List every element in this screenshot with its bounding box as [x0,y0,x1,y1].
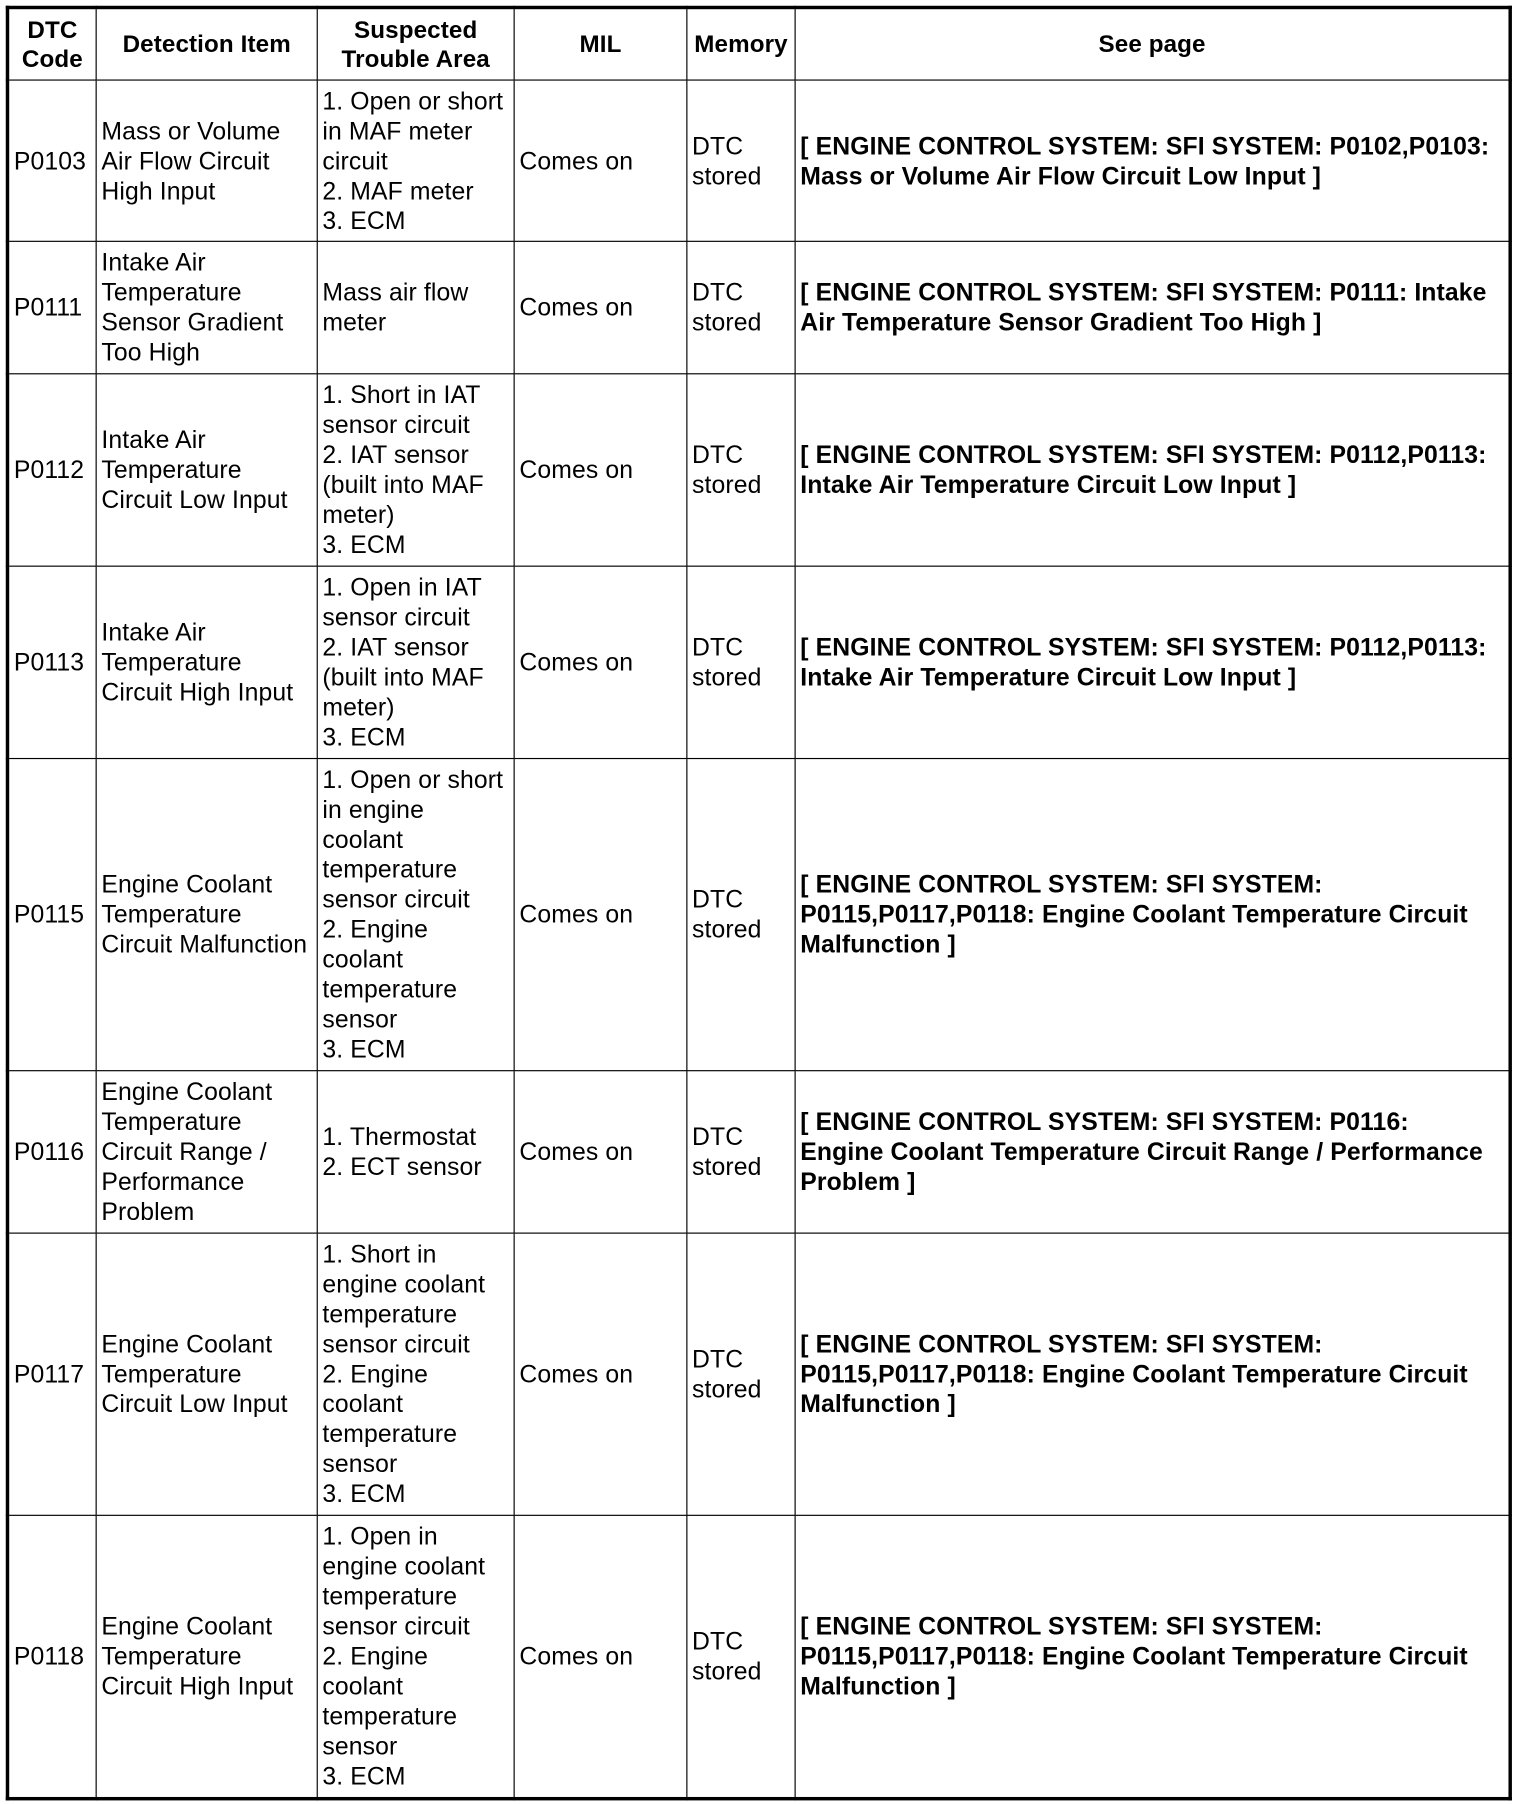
mil-cell: Comes on [514,1233,687,1515]
mil-cell: Comes on [514,759,687,1071]
dtc-code-cell: P0115 [7,759,96,1071]
dtc-code-cell: P0116 [7,1071,96,1233]
memory-cell: DTC stored [687,566,795,758]
dtc-code-cell: P0118 [7,1515,96,1798]
dtc-code-cell: P0112 [7,374,96,566]
memory-cell: DTC stored [687,80,795,241]
detection-item-cell: Engine Coolant Temperature Circuit Range / Performance Problem [96,1071,317,1233]
table-row [7,241,1510,373]
table-row [7,566,1510,758]
mil-cell: Comes on [514,374,687,566]
table-header-row [7,7,1510,80]
memory-cell: DTC stored [687,759,795,1071]
see-page-cell: [ ENGINE CONTROL SYSTEM: SFI SYSTEM: P0102,P0103: Mass or Volume Air Flow Circuit Low Input ] [795,80,1510,241]
header-dtc-code: DTC Code [7,7,96,80]
mil-cell: Comes on [514,80,687,241]
dtc-code-cell: P0111 [7,241,96,373]
trouble-area-cell: Mass air flow meter [317,241,514,373]
trouble-area-cell: 1. Open or short in engine coolant temperature sensor circuit 2. Engine coolant temperature sensor 3. ECM [317,759,514,1071]
table-row [7,1515,1510,1798]
detection-item-cell: Intake Air Temperature Circuit Low Input [96,374,317,566]
dtc-code-cell: P0103 [7,80,96,241]
mil-cell: Comes on [514,1071,687,1233]
table-row [7,374,1510,566]
see-page-cell: [ ENGINE CONTROL SYSTEM: SFI SYSTEM: P0115,P0117,P0118: Engine Coolant Temperature Circuit Malfunction ] [795,1515,1510,1798]
trouble-area-cell: 1. Open in IAT sensor circuit 2. IAT sensor (built into MAF meter) 3. ECM [317,566,514,758]
detection-item-cell: Intake Air Temperature Sensor Gradient Too High [96,241,317,373]
memory-cell: DTC stored [687,1515,795,1798]
see-page-cell: [ ENGINE CONTROL SYSTEM: SFI SYSTEM: P0112,P0113: Intake Air Temperature Circuit Low Input ] [795,374,1510,566]
trouble-area-cell: 1. Thermostat 2. ECT sensor [317,1071,514,1233]
header-mil: MIL [514,7,687,80]
trouble-area-cell: 1. Short in IAT sensor circuit 2. IAT sensor (built into MAF meter) 3. ECM [317,374,514,566]
see-page-cell: [ ENGINE CONTROL SYSTEM: SFI SYSTEM: P0115,P0117,P0118: Engine Coolant Temperature Circuit Malfunction ] [795,759,1510,1071]
dtc-table [6,6,1512,1801]
mil-cell: Comes on [514,241,687,373]
dtc-code-cell: P0113 [7,566,96,758]
detection-item-cell: Engine Coolant Temperature Circuit Low Input [96,1233,317,1515]
memory-cell: DTC stored [687,241,795,373]
trouble-area-cell: 1. Open in engine coolant temperature sensor circuit 2. Engine coolant temperature sensor 3. ECM [317,1515,514,1798]
dtc-code-cell: P0117 [7,1233,96,1515]
table-row [7,1233,1510,1515]
table-row [7,759,1510,1071]
detection-item-cell: Engine Coolant Temperature Circuit High Input [96,1515,317,1798]
see-page-cell: [ ENGINE CONTROL SYSTEM: SFI SYSTEM: P0116: Engine Coolant Temperature Circuit Range / Performance Problem ] [795,1071,1510,1233]
header-detection-item: Detection Item [96,7,317,80]
see-page-cell: [ ENGINE CONTROL SYSTEM: SFI SYSTEM: P0112,P0113: Intake Air Temperature Circuit Low Input ] [795,566,1510,758]
memory-cell: DTC stored [687,1233,795,1515]
trouble-area-cell: 1. Open or short in MAF meter circuit 2. MAF meter 3. ECM [317,80,514,241]
header-memory: Memory [687,7,795,80]
mil-cell: Comes on [514,566,687,758]
mil-cell: Comes on [514,1515,687,1798]
see-page-cell: [ ENGINE CONTROL SYSTEM: SFI SYSTEM: P0111: Intake Air Temperature Sensor Gradient Too High ] [795,241,1510,373]
detection-item-cell: Intake Air Temperature Circuit High Input [96,566,317,758]
table-row [7,80,1510,241]
memory-cell: DTC stored [687,374,795,566]
header-see-page: See page [795,7,1510,80]
see-page-cell: [ ENGINE CONTROL SYSTEM: SFI SYSTEM: P0115,P0117,P0118: Engine Coolant Temperature Circuit Malfunction ] [795,1233,1510,1515]
detection-item-cell: Engine Coolant Temperature Circuit Malfunction [96,759,317,1071]
detection-item-cell: Mass or Volume Air Flow Circuit High Input [96,80,317,241]
memory-cell: DTC stored [687,1071,795,1233]
header-suspected-trouble-area: Suspected Trouble Area [317,7,514,80]
trouble-area-cell: 1. Short in engine coolant temperature sensor circuit 2. Engine coolant temperature sensor 3. ECM [317,1233,514,1515]
table-row [7,1071,1510,1233]
